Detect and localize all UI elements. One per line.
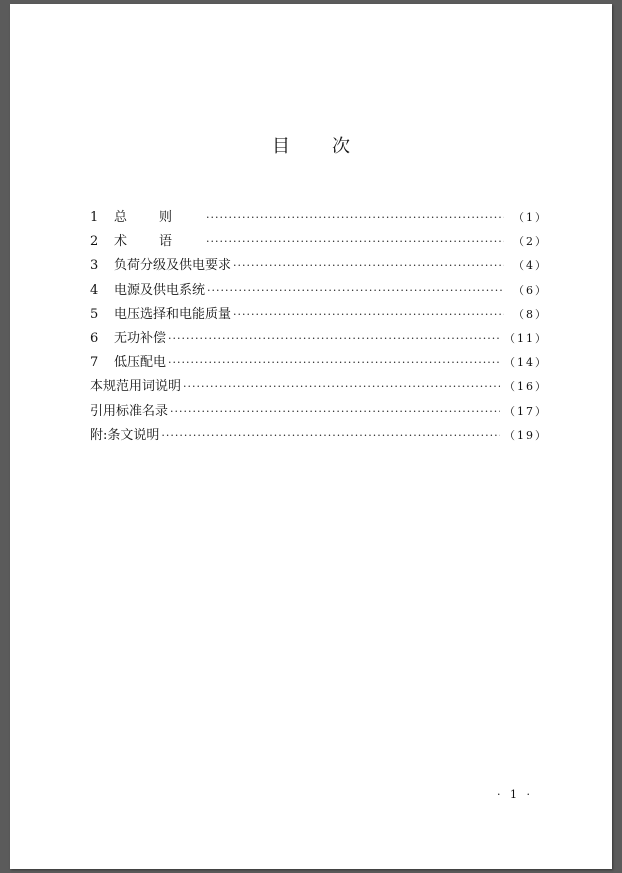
toc-entry[interactable] <box>90 279 548 303</box>
page-title <box>0 132 622 160</box>
toc-entry[interactable] <box>90 206 548 230</box>
toc-entry-page: （2） <box>513 235 548 249</box>
toc-entry-label: 电压选择和电能质量 <box>114 306 232 322</box>
toc-entry-page: （6） <box>513 283 548 297</box>
toc-entry-label: 电源及供电系统 <box>114 282 206 298</box>
toc-entry[interactable] <box>90 254 548 278</box>
table-of-contents <box>90 206 548 448</box>
toc-entry-number: 5 <box>90 306 99 322</box>
toc-entry-label: 总则 <box>114 210 205 225</box>
toc-entry[interactable] <box>90 375 548 399</box>
toc-entry-label: 低压配电 <box>114 355 167 371</box>
toc-entry-label: 引用标准名录 <box>90 403 169 419</box>
toc-dot-leader <box>161 429 500 442</box>
toc-entry[interactable] <box>90 303 548 327</box>
toc-dot-leader <box>170 405 500 418</box>
toc-entry-number: 1 <box>90 210 99 225</box>
toc-entry-number: 4 <box>90 282 99 298</box>
toc-dot-leader <box>233 308 504 321</box>
toc-dot-leader <box>206 211 504 224</box>
title-char-1: 目 <box>272 136 290 157</box>
toc-entry-page: （17） <box>504 404 548 418</box>
toc-dot-leader <box>183 380 500 393</box>
toc-entry-number: 3 <box>90 258 99 274</box>
toc-entry[interactable] <box>90 424 548 448</box>
toc-entry-page: （1） <box>513 211 548 224</box>
toc-entry[interactable] <box>90 400 548 424</box>
toc-entry-label: 负荷分级及供电要求 <box>114 258 232 274</box>
toc-dot-leader <box>168 332 500 345</box>
toc-entry-label: 本规范用词说明 <box>90 379 182 395</box>
toc-entry-page: （19） <box>504 428 548 442</box>
toc-entry-page: （16） <box>504 380 548 394</box>
toc-entry-page: （8） <box>513 307 548 321</box>
toc-entry[interactable] <box>90 327 548 351</box>
page-number: · 1 · <box>497 788 533 801</box>
toc-dot-leader <box>206 235 504 248</box>
toc-entry-label: 附:条文说明 <box>90 427 160 443</box>
toc-entry[interactable] <box>90 230 548 254</box>
toc-entry-label: 无功补偿 <box>114 330 167 346</box>
toc-dot-leader <box>207 284 504 297</box>
toc-entry-page: （11） <box>504 331 548 345</box>
toc-dot-leader <box>168 356 500 369</box>
toc-entry-page: （14） <box>504 356 548 370</box>
toc-entry-page: （4） <box>513 259 548 273</box>
title-char-2: 次 <box>332 136 350 157</box>
toc-entry-label: 术语 <box>114 234 205 250</box>
toc-entry-number: 7 <box>90 355 99 371</box>
toc-entry[interactable] <box>90 351 548 375</box>
toc-entry-number: 6 <box>90 330 99 346</box>
toc-dot-leader <box>233 259 504 272</box>
toc-entry-number: 2 <box>90 234 99 250</box>
